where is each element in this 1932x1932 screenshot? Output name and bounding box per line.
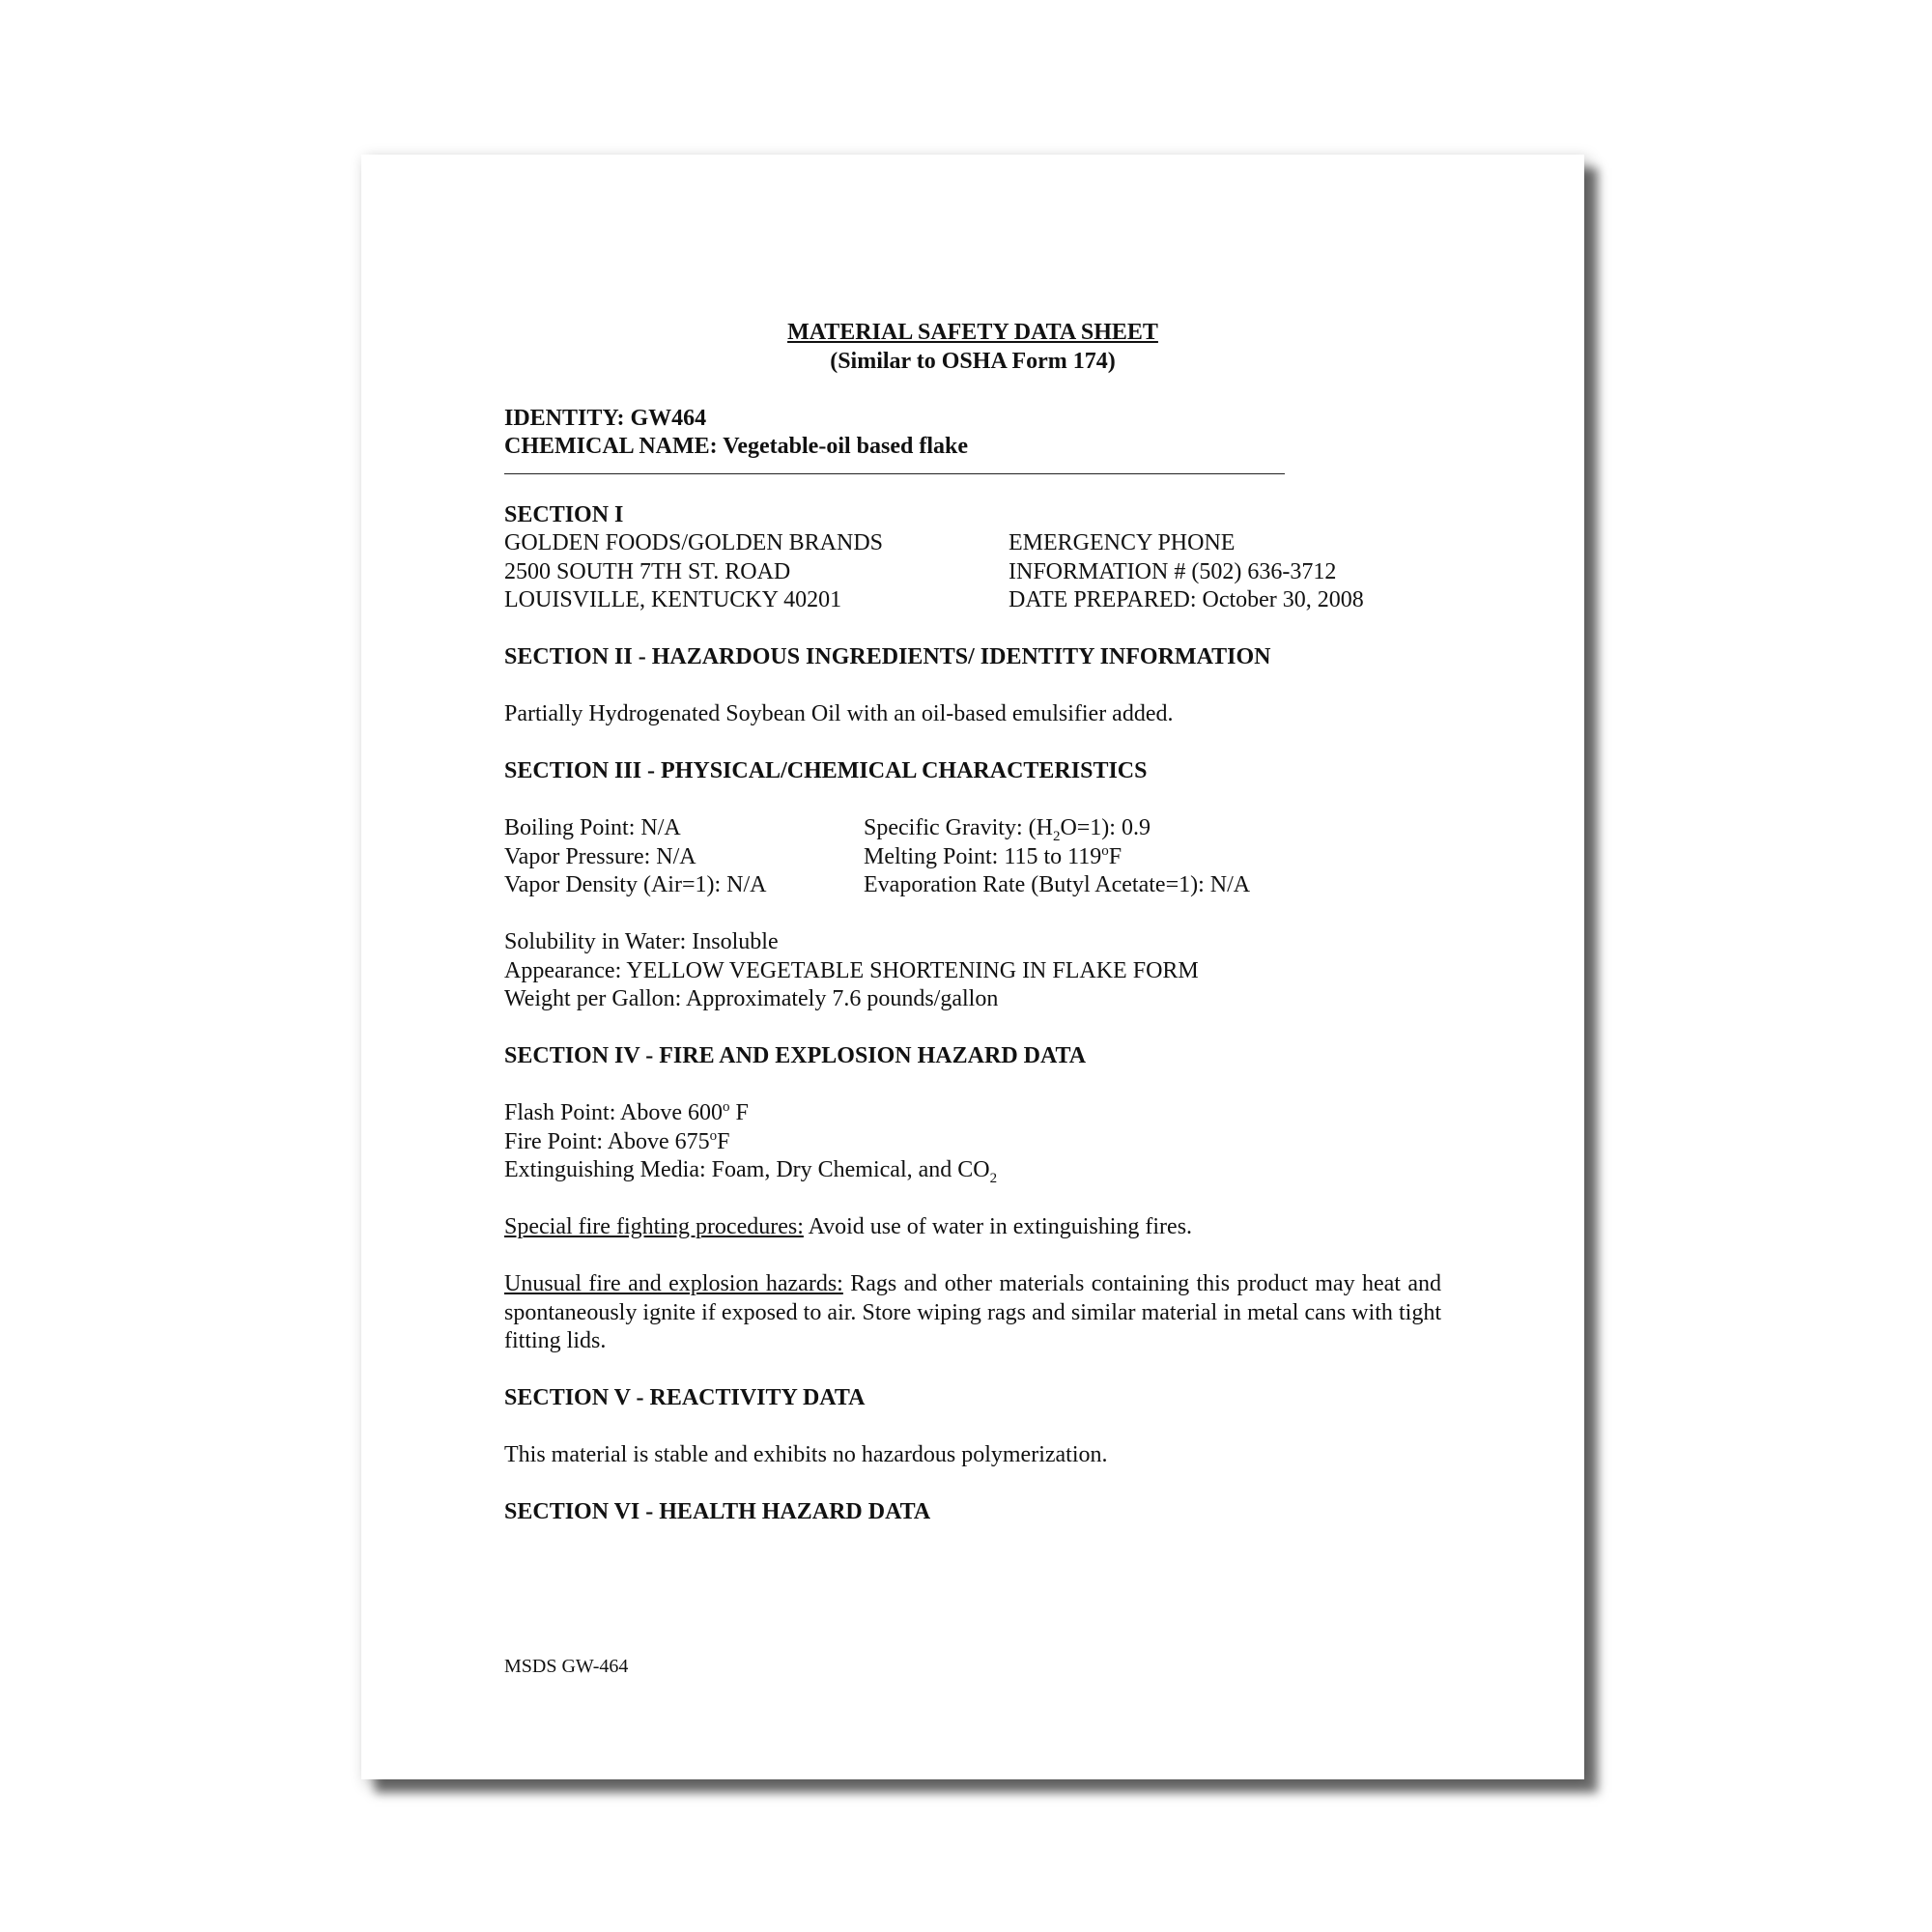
page-footer: MSDS GW-464 — [504, 1656, 629, 1677]
emergency-phone-label: EMERGENCY PHONE — [1009, 530, 1236, 555]
vapor-density: Vapor Density (Air=1): N/A — [504, 872, 767, 897]
weight-per-gallon: Weight per Gallon: Approximately 7.6 pounds/gallon — [504, 986, 999, 1011]
specific-gravity: Specific Gravity: $(H_2O=1)$: 0.9 — [864, 815, 1151, 844]
evaporation-rate: Evaporation Rate (Butyl Acetate=1): N/A — [864, 872, 1251, 897]
unusual-hazards-label: Unusual fire and explosion hazards: — [504, 1271, 843, 1296]
company-city: LOUISVILLE, KENTUCKY 40201 — [504, 587, 842, 612]
company-address — [504, 529, 1009, 615]
melting-point: Melting Point: 115 to 119$^o$F — [864, 842, 1122, 869]
emergency-info — [1009, 529, 1441, 615]
separator-rule — [504, 462, 1285, 474]
section-5-text: This material is stable and exhibits no hazardous polymerization. — [504, 1442, 1108, 1467]
emergency-phone-number: INFORMATION # (502) 636-3712 — [1009, 558, 1337, 584]
properties-right — [864, 814, 1441, 900]
title-block — [504, 319, 1441, 376]
identity-line: IDENTITY: GW464 — [504, 405, 707, 431]
unusual-hazards-text: Rags and other materials containing this product may heat and spontaneously ignite if exposed to air. Store wiping rags and similar material in metal cans with tight fitting lids. — [504, 1271, 1442, 1353]
fire-point: Fire Point: Above 675$^o$F — [504, 1127, 730, 1154]
chemical-name-line: CHEMICAL NAME: Vegetable-oil based flake — [504, 434, 968, 459]
section-2-heading: SECTION II - HAZARDOUS INGREDIENTS/ IDENTITY INFORMATION — [504, 644, 1271, 669]
flash-point: Flash Point: Above 600$^o$ F — [504, 1099, 749, 1125]
section-5-heading: SECTION V - REACTIVITY DATA — [504, 1385, 866, 1410]
section-4-heading: SECTION IV - FIRE AND EXPLOSION HAZARD DATA — [504, 1043, 1087, 1068]
company-street: 2500 SOUTH 7TH ST. ROAD — [504, 558, 791, 584]
company-name: GOLDEN FOODS/GOLDEN BRANDS — [504, 530, 884, 555]
date-prepared: DATE PREPARED: October 30, 2008 — [1009, 587, 1364, 612]
unusual-hazards — [504, 1270, 1441, 1356]
document-page — [361, 155, 1584, 1779]
properties-left — [504, 814, 864, 900]
section-1-heading: SECTION I — [504, 501, 624, 527]
appearance: Appearance: YELLOW VEGETABLE SHORTENING IN FLAKE FORM — [504, 957, 1199, 983]
section-1-body — [504, 529, 1441, 615]
special-procedures-label: Special fire fighting procedures: — [504, 1214, 804, 1239]
document-content — [504, 319, 1441, 1527]
boiling-point: Boiling Point: N/A — [504, 815, 681, 840]
section-2-text: Partially Hydrogenated Soybean Oil with an oil-based emulsifier added. — [504, 701, 1174, 726]
special-procedures — [504, 1213, 1441, 1242]
vapor-pressure: Vapor Pressure: N/A — [504, 843, 696, 869]
special-procedures-text: Avoid use of water in extinguishing fires. — [803, 1214, 1193, 1239]
section-3-heading: SECTION III - PHYSICAL/CHEMICAL CHARACTERISTICS — [504, 758, 1148, 783]
solubility: Solubility in Water: Insoluble — [504, 929, 779, 954]
document-title: MATERIAL SAFETY DATA SHEET — [787, 320, 1158, 345]
section-6-heading: SECTION VI - HEALTH HAZARD DATA — [504, 1499, 931, 1524]
document-subtitle: (Similar to OSHA Form 174) — [830, 348, 1116, 374]
extinguishing-media: Extinguishing Media: Foam, Dry Chemical, and $CO_2$ — [504, 1157, 998, 1186]
section-3-properties — [504, 814, 1441, 900]
